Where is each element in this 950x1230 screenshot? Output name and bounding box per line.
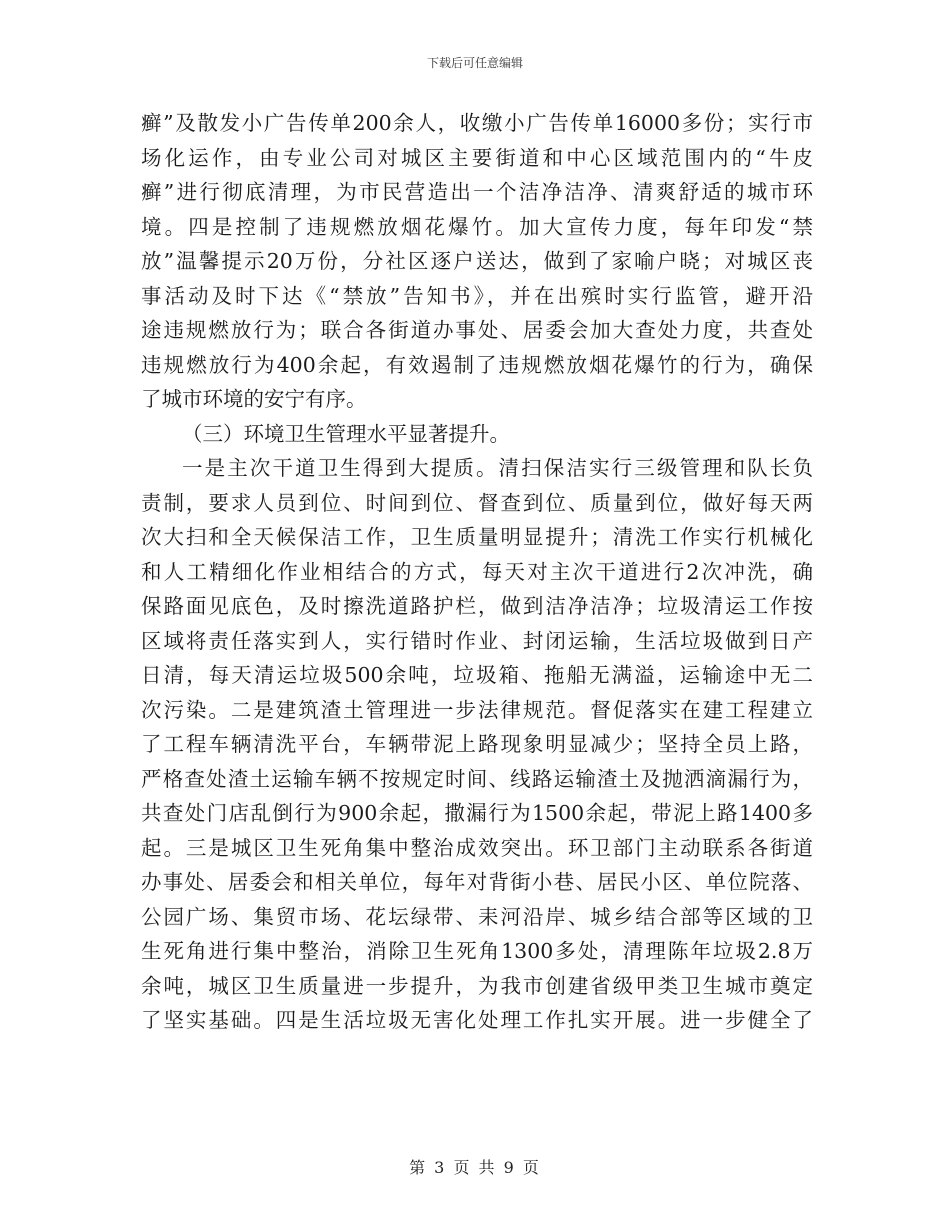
text-line: 违规燃放行为400余起，有效遏制了违规燃放烟花爆竹的行为，确保	[141, 352, 813, 377]
text-line: 了坚实基础。四是生活垃圾无害化处理工作扎实开展。进一步健全了	[141, 1008, 813, 1032]
text-line: 和人工精细化作业相结合的方式，每天对主次干道进行2次冲洗，确	[141, 559, 813, 584]
text-line: 生死角进行集中整治，消除卫生死角1300多处，清理陈年垃圾2.8万	[141, 939, 813, 963]
heading-line: （三）环境卫生管理水平显著提升。	[182, 421, 510, 446]
text-line: 日清，每天清运垃圾500余吨，垃圾箱、拖船无满溢，运输途中无二	[141, 663, 813, 687]
text-line: 余吨，城区卫生质量进一步提升，为我市创建省级甲类卫生城市奠定	[141, 973, 813, 998]
section-heading	[141, 417, 813, 452]
document-body	[141, 106, 813, 1038]
text-line: 保路面见底色，及时擦洗道路护栏，做到洁净洁净；垃圾清运工作按	[141, 594, 813, 618]
text-line: 境。四是控制了违规燃放烟花爆竹。加大宣传力度，每年印发“禁	[141, 214, 813, 239]
text-line: 事活动及时下达《“禁放”告知书》，并在出殡时实行监管，避开沿	[141, 283, 813, 308]
text-line: 责制，要求人员到位、时间到位、督查到位、质量到位，做好每天两	[141, 490, 813, 515]
text-line: 一是主次干道卫生得到大提质。清扫保洁实行三级管理和队长负	[182, 456, 813, 480]
text-line: 场化运作，由专业公司对城区主要街道和中心区域范围内的“牛皮	[141, 145, 813, 170]
text-line: 区域将责任落实到人，实行错时作业、封闭运输，生活垃圾做到日产	[141, 628, 813, 653]
text-line: 癣”及散发小广告传单200余人，收缴小广告传单16000多份；实行市	[141, 111, 813, 135]
text-line: 共查处门店乱倒行为900余起，撒漏行为1500余起，带泥上路1400多	[141, 801, 813, 825]
text-line: 起。三是城区卫生死角集中整治成效突出。环卫部门主动联系各街道	[141, 835, 813, 860]
text-line: 放”温馨提示20万份，分社区逐户送达，做到了家喻户晓；对城区丧	[141, 249, 813, 273]
text-line: 癣”进行彻底清理，为市民营造出一个洁净洁净、清爽舒适的城市环	[141, 180, 813, 204]
text-line: 途违规燃放行为；联合各街道办事处、居委会加大查处力度，共查处	[141, 318, 813, 342]
text-line: 严格查处渣土运输车辆不按规定时间、线路运输渣土及抛洒滴漏行为，	[141, 766, 813, 791]
text-line: 了城市环境的安宁有序。	[141, 387, 367, 411]
text-line: 办事处、居委会和相关单位，每年对背街小巷、居民小区、单位院落、	[141, 870, 813, 894]
page-footer: 第 3 页 共 9 页	[409, 1158, 541, 1177]
page-header: 下载后可任意编辑	[426, 56, 523, 70]
paragraph	[141, 106, 813, 417]
text-line: 次大扫和全天候保洁工作，卫生质量明显提升；清洗工作实行机械化	[141, 525, 813, 549]
text-line: 次污染。二是建筑渣土管理进一步法律规范。督促落实在建工程建立	[141, 697, 813, 722]
paragraph	[141, 451, 813, 1038]
text-line: 公园广场、集贸市场、花坛绿带、耒河沿岸、城乡结合部等区域的卫	[141, 904, 813, 929]
text-line: 了工程车辆清洗平台，车辆带泥上路现象明显减少；坚持全员上路，	[141, 732, 813, 756]
